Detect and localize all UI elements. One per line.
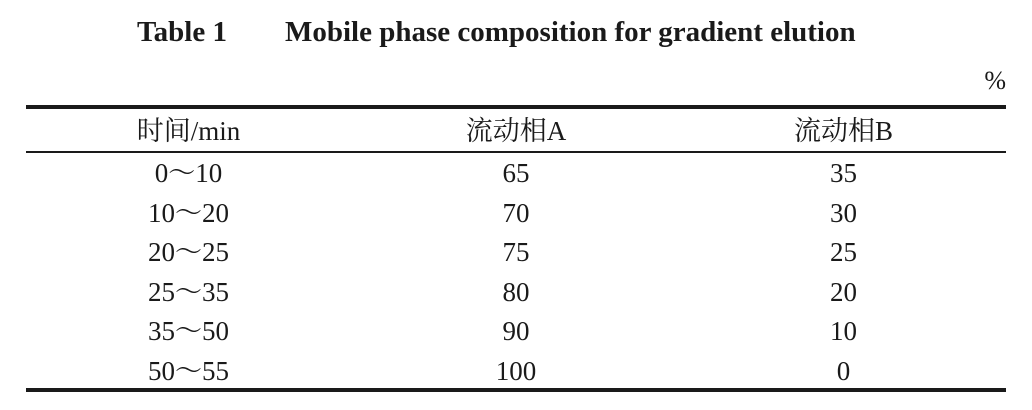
cell-phase-b: 20 (830, 276, 857, 307)
cell-time: 20～25 (148, 237, 229, 267)
table-row (26, 233, 1006, 273)
table-row (26, 312, 1006, 352)
cell-phase-a: 75 (502, 237, 530, 267)
table-title: Mobile phase composition for gradient elution (285, 16, 856, 48)
cell-phase-b: 0 (836, 355, 851, 386)
cell-phase-b: 30 (830, 197, 857, 228)
cell-time: 25～35 (148, 276, 229, 307)
table-row (26, 194, 1006, 234)
cell-phase-a: 80 (502, 276, 530, 307)
top-rule (26, 105, 1006, 109)
table-label: Table 1 (137, 16, 227, 48)
cell-time: 10～20 (148, 197, 229, 228)
cell-time: 35～50 (148, 316, 229, 346)
header-mobile-phase-a: 流动相A (465, 116, 567, 146)
table-row (26, 154, 1006, 194)
bottom-rule (26, 388, 1006, 392)
cell-time: 50～55 (148, 355, 229, 386)
unit-label: % (984, 66, 1006, 95)
table-body (26, 154, 1006, 391)
header-mobile-phase-b: 流动相B (793, 116, 893, 146)
table-header (26, 111, 1006, 151)
table-row (26, 352, 1006, 392)
cell-time: 0～10 (154, 158, 223, 188)
header-row (26, 111, 1006, 151)
header-time: 时间/min (136, 116, 241, 146)
header-rule (26, 151, 1006, 153)
cell-phase-a: 90 (502, 316, 530, 346)
cell-phase-a: 65 (502, 158, 530, 188)
cell-phase-b: 10 (830, 316, 857, 346)
cell-phase-b: 35 (830, 158, 857, 188)
cell-phase-a: 100 (495, 355, 537, 386)
cell-phase-b: 25 (830, 237, 857, 267)
cell-phase-a: 70 (502, 197, 530, 228)
table-row (26, 273, 1006, 313)
